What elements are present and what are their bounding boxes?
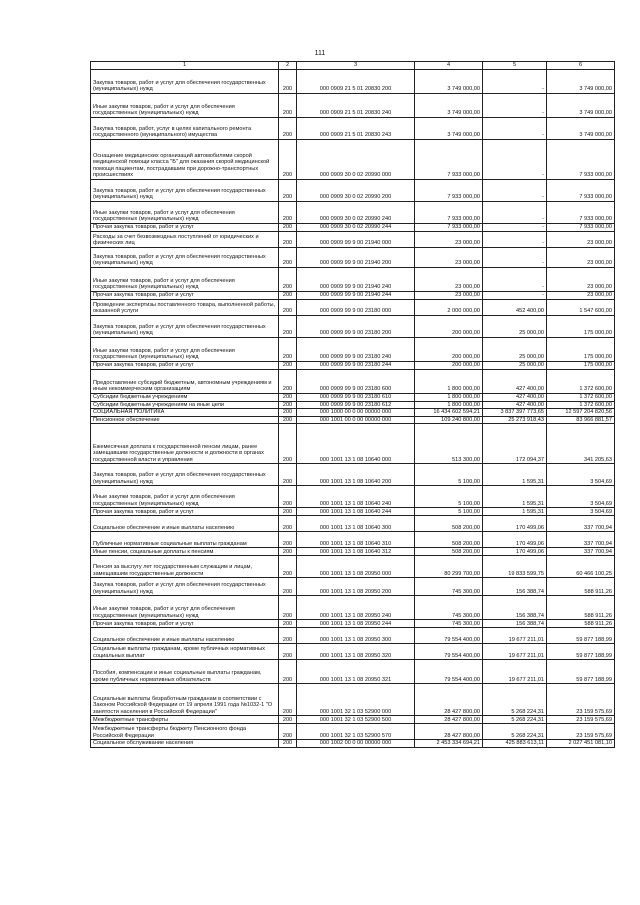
- line-code-cell: 200: [279, 416, 297, 424]
- expense-name-cell: Предоставление субсидий бюджетным, автономным учреждениям и иным некоммерческим организациям: [91, 370, 279, 394]
- executed-amount-cell: 5 268 224,31: [483, 684, 547, 716]
- budget-classification-code-cell: 000 1001 13 1 08 20950 320: [297, 644, 415, 660]
- expense-name-cell: СОЦИАЛЬНАЯ ПОЛИТИКА: [91, 409, 279, 417]
- budget-classification-code-cell: 000 0909 99 9 00 23180 240: [297, 338, 415, 362]
- line-code-cell: 200: [279, 70, 297, 94]
- expense-name-cell: Расходы за счет безвозмездных поступлений от юридических и физических лиц: [91, 232, 279, 248]
- expense-name-cell: Прочая закупка товаров, работ и услуг: [91, 224, 279, 232]
- budget-classification-code-cell: 000 0909 99 9 00 21940 000: [297, 232, 415, 248]
- expense-name-cell: Субсидии бюджетным учреждениям на иные цели: [91, 401, 279, 409]
- line-code-cell: 200: [279, 516, 297, 532]
- remaining-amount-cell: 7 933 000,00: [547, 140, 615, 180]
- table-row: [91, 232, 615, 248]
- expense-name-cell: Прочая закупка товаров, работ и услуг: [91, 292, 279, 300]
- table-row: [91, 716, 615, 724]
- remaining-amount-cell: 337 700,94: [547, 532, 615, 548]
- executed-amount-cell: 25 000,00: [483, 362, 547, 370]
- budget-classification-code-cell: 000 0909 21 5 01 20830 200: [297, 70, 415, 94]
- budget-classification-code-cell: 000 0909 99 9 00 23180 610: [297, 394, 415, 402]
- line-code-cell: 200: [279, 292, 297, 300]
- line-code-cell: 200: [279, 684, 297, 716]
- table-row: [91, 362, 615, 370]
- expense-name-cell: Закупка товаров, работ и услуг для обеспечения государственных (муниципальных) нужд: [91, 316, 279, 338]
- expense-name-cell: Закупка товаров, работ и услуг для обеспечения государственных (муниципальных) нужд: [91, 180, 279, 202]
- budget-classification-code-cell: 000 0909 99 9 00 21940 200: [297, 248, 415, 268]
- table-row: [91, 94, 615, 118]
- executed-amount-cell: -: [483, 248, 547, 268]
- page-number: 111: [314, 50, 326, 57]
- remaining-amount-cell: 337 700,94: [547, 548, 615, 556]
- budget-classification-code-cell: 000 0909 30 0 02 20990 244: [297, 224, 415, 232]
- remaining-amount-cell: 2 027 451 081,10: [547, 740, 615, 748]
- line-code-cell: 200: [279, 202, 297, 224]
- remaining-amount-cell: 23 000,00: [547, 248, 615, 268]
- expense-name-cell: Иные закупки товаров, работ и услуг для обеспечения государственных (муниципальных) нужд: [91, 596, 279, 620]
- expense-name-cell: Социальное обеспечение и иные выплаты населению: [91, 628, 279, 644]
- remaining-amount-cell: 1 372 600,00: [547, 394, 615, 402]
- budget-classification-code-cell: 000 0909 99 9 00 23180 244: [297, 362, 415, 370]
- table-row: [91, 70, 615, 94]
- line-code-cell: 200: [279, 578, 297, 596]
- remaining-amount-cell: 23 159 575,69: [547, 716, 615, 724]
- approved-amount-cell: 79 554 400,00: [415, 644, 483, 660]
- line-code-cell: 200: [279, 596, 297, 620]
- approved-amount-cell: 79 554 400,00: [415, 628, 483, 644]
- table-body: [91, 70, 615, 748]
- line-code-cell: 200: [279, 660, 297, 684]
- budget-classification-code-cell: 000 1001 13 1 08 10640 312: [297, 548, 415, 556]
- approved-amount-cell: 5 100,00: [415, 486, 483, 508]
- approved-amount-cell: 2 453 334 694,21: [415, 740, 483, 748]
- executed-amount-cell: 452 400,00: [483, 300, 547, 316]
- table-row: [91, 268, 615, 292]
- budget-classification-code-cell: 000 0909 21 5 01 20830 240: [297, 94, 415, 118]
- table-row: [91, 628, 615, 644]
- executed-amount-cell: 170 499,06: [483, 548, 547, 556]
- line-code-cell: 200: [279, 362, 297, 370]
- line-code-cell: 200: [279, 140, 297, 180]
- executed-amount-cell: 156 388,74: [483, 620, 547, 628]
- approved-amount-cell: 7 933 000,00: [415, 224, 483, 232]
- budget-classification-code-cell: 000 1001 13 1 08 20950 200: [297, 578, 415, 596]
- budget-execution-table: [90, 61, 615, 748]
- table-row: [91, 300, 615, 316]
- line-code-cell: 200: [279, 232, 297, 248]
- remaining-amount-cell: 588 911,26: [547, 578, 615, 596]
- remaining-amount-cell: 341 205,63: [547, 424, 615, 464]
- line-code-cell: 200: [279, 424, 297, 464]
- budget-classification-code-cell: 000 1001 32 1 03 52900 570: [297, 724, 415, 740]
- remaining-amount-cell: 7 933 000,00: [547, 180, 615, 202]
- line-code-cell: 200: [279, 716, 297, 724]
- expense-name-cell: Закупка товаров, работ и услуг для обеспечения государственных (муниципальных) нужд: [91, 70, 279, 94]
- expense-name-cell: Социальное обслуживание населения: [91, 740, 279, 748]
- executed-amount-cell: 25 000,00: [483, 316, 547, 338]
- line-code-cell: 200: [279, 724, 297, 740]
- expense-name-cell: Пособия, компенсации и иные социальные выплаты гражданам, кроме публичных нормативных обязательств: [91, 660, 279, 684]
- approved-amount-cell: 1 800 000,00: [415, 394, 483, 402]
- expense-name-cell: Прочая закупка товаров, работ и услуг: [91, 508, 279, 516]
- table-row: [91, 394, 615, 402]
- approved-amount-cell: 745 300,00: [415, 620, 483, 628]
- remaining-amount-cell: 3 749 000,00: [547, 70, 615, 94]
- executed-amount-cell: 25 273 918,43: [483, 416, 547, 424]
- approved-amount-cell: 745 300,00: [415, 596, 483, 620]
- executed-amount-cell: 170 499,06: [483, 532, 547, 548]
- executed-amount-cell: 156 388,74: [483, 578, 547, 596]
- remaining-amount-cell: 3 504,69: [547, 464, 615, 486]
- approved-amount-cell: 7 933 000,00: [415, 180, 483, 202]
- remaining-amount-cell: 588 911,26: [547, 620, 615, 628]
- approved-amount-cell: 7 933 000,00: [415, 202, 483, 224]
- approved-amount-cell: 23 000,00: [415, 232, 483, 248]
- expense-name-cell: Пенсия за выслугу лет государственным служащим и лицам, замещавшим государственные должности: [91, 556, 279, 578]
- expense-name-cell: Оснащение медицинских организаций автомобилями скорой медицинской помощи класса "Б" для оказания скорой медицинской помощи пациентам, пострадавшим при дорожно-транспортных происшествиях: [91, 140, 279, 180]
- budget-classification-code-cell: 000 1001 32 1 03 52900 500: [297, 716, 415, 724]
- remaining-amount-cell: 175 000,00: [547, 338, 615, 362]
- approved-amount-cell: 1 800 000,00: [415, 401, 483, 409]
- approved-amount-cell: 745 300,00: [415, 578, 483, 596]
- remaining-amount-cell: 1 547 600,00: [547, 300, 615, 316]
- table-row: [91, 724, 615, 740]
- budget-classification-code-cell: 000 0909 30 0 02 20990 200: [297, 180, 415, 202]
- approved-amount-cell: 16 434 602 594,21: [415, 409, 483, 417]
- budget-classification-code-cell: 000 1001 13 1 08 20950 321: [297, 660, 415, 684]
- expense-name-cell: Иные пенсии, социальные доплаты к пенсиям: [91, 548, 279, 556]
- budget-classification-code-cell: 000 0909 99 9 00 21940 244: [297, 292, 415, 300]
- table-row: [91, 556, 615, 578]
- table-row: [91, 578, 615, 596]
- remaining-amount-cell: 23 159 575,69: [547, 724, 615, 740]
- remaining-amount-cell: 83 966 881,57: [547, 416, 615, 424]
- executed-amount-cell: 172 094,37: [483, 424, 547, 464]
- budget-classification-code-cell: 000 1001 13 1 08 10640 310: [297, 532, 415, 548]
- line-code-cell: 200: [279, 316, 297, 338]
- executed-amount-cell: -: [483, 140, 547, 180]
- expense-name-cell: Проведение экспертизы поставленного товара, выполненной работы, оказанной услуги: [91, 300, 279, 316]
- budget-classification-code-cell: 000 1001 13 1 08 20950 300: [297, 628, 415, 644]
- table-row: [91, 416, 615, 424]
- expense-name-cell: Иные закупки товаров, работ и услуг для обеспечения государственных (муниципальных) нужд: [91, 202, 279, 224]
- table-row: [91, 464, 615, 486]
- executed-amount-cell: -: [483, 118, 547, 140]
- expense-name-cell: Социальные выплаты гражданам, кроме публичных нормативных социальных выплат: [91, 644, 279, 660]
- approved-amount-cell: 23 000,00: [415, 292, 483, 300]
- remaining-amount-cell: 7 933 000,00: [547, 224, 615, 232]
- line-code-cell: 200: [279, 548, 297, 556]
- expense-name-cell: Закупка товаров, работ и услуг для обеспечения государственных (муниципальных) нужд: [91, 578, 279, 596]
- expense-name-cell: Межбюджетные трансферты: [91, 716, 279, 724]
- remaining-amount-cell: 12 597 204 820,56: [547, 409, 615, 417]
- budget-classification-code-cell: 000 1001 32 1 03 52900 000: [297, 684, 415, 716]
- approved-amount-cell: 3 749 000,00: [415, 118, 483, 140]
- table-row: [91, 409, 615, 417]
- column-number: 6: [547, 62, 615, 70]
- executed-amount-cell: 19 833 599,75: [483, 556, 547, 578]
- remaining-amount-cell: 59 877 188,99: [547, 660, 615, 684]
- table-row: [91, 316, 615, 338]
- table-row: [91, 248, 615, 268]
- remaining-amount-cell: 3 504,69: [547, 486, 615, 508]
- remaining-amount-cell: 1 372 600,00: [547, 401, 615, 409]
- expense-name-cell: Иные закупки товаров, работ и услуг для обеспечения государственных (муниципальных) нужд: [91, 268, 279, 292]
- line-code-cell: 200: [279, 268, 297, 292]
- table-row: [91, 684, 615, 716]
- executed-amount-cell: 25 000,00: [483, 338, 547, 362]
- line-code-cell: 200: [279, 180, 297, 202]
- table-row: [91, 140, 615, 180]
- table-row: [91, 516, 615, 532]
- table-row: [91, 338, 615, 362]
- approved-amount-cell: 79 554 400,00: [415, 660, 483, 684]
- line-code-cell: 200: [279, 248, 297, 268]
- table-row: [91, 401, 615, 409]
- column-number: 5: [483, 62, 547, 70]
- line-code-cell: 200: [279, 394, 297, 402]
- executed-amount-cell: -: [483, 70, 547, 94]
- approved-amount-cell: 508 200,00: [415, 516, 483, 532]
- budget-classification-code-cell: 000 1001 13 1 08 10640 300: [297, 516, 415, 532]
- line-code-cell: 200: [279, 94, 297, 118]
- expense-name-cell: Иные закупки товаров, работ и услуг для обеспечения государственных (муниципальных) нужд: [91, 338, 279, 362]
- line-code-cell: 200: [279, 300, 297, 316]
- executed-amount-cell: -: [483, 202, 547, 224]
- expense-name-cell: Публичные нормативные социальные выплаты гражданам: [91, 532, 279, 548]
- approved-amount-cell: 2 000 000,00: [415, 300, 483, 316]
- executed-amount-cell: -: [483, 268, 547, 292]
- remaining-amount-cell: 1 372 600,00: [547, 370, 615, 394]
- table-row: [91, 180, 615, 202]
- executed-amount-cell: -: [483, 224, 547, 232]
- column-number: 3: [297, 62, 415, 70]
- line-code-cell: 200: [279, 532, 297, 548]
- executed-amount-cell: 1 595,31: [483, 486, 547, 508]
- budget-classification-code-cell: 000 0909 99 9 00 21940 240: [297, 268, 415, 292]
- expense-name-cell: Иные закупки товаров, работ и услуг для обеспечения государственных (муниципальных) нужд: [91, 486, 279, 508]
- expense-name-cell: Межбюджетные трансферты бюджету Пенсионного фонда Российской Федерации: [91, 724, 279, 740]
- expense-name-cell: Социальные выплаты безработным гражданам в соответствии с Законом Российской Федерации от 19 апреля 1991 года №1032-1 "О занятости населения в Российской Федерации": [91, 684, 279, 716]
- remaining-amount-cell: 23 159 575,69: [547, 684, 615, 716]
- line-code-cell: 200: [279, 628, 297, 644]
- budget-classification-code-cell: 000 1001 13 1 08 10640 200: [297, 464, 415, 486]
- executed-amount-cell: 427 400,00: [483, 394, 547, 402]
- approved-amount-cell: 200 000,00: [415, 338, 483, 362]
- remaining-amount-cell: 3 749 000,00: [547, 94, 615, 118]
- remaining-amount-cell: 175 000,00: [547, 316, 615, 338]
- expense-name-cell: Закупка товаров, работ, услуг в целях капитального ремонта государственного (муниципального) имущества: [91, 118, 279, 140]
- remaining-amount-cell: 588 911,26: [547, 596, 615, 620]
- remaining-amount-cell: 23 000,00: [547, 292, 615, 300]
- table-row: [91, 202, 615, 224]
- line-code-cell: 200: [279, 409, 297, 417]
- budget-classification-code-cell: 000 1000 00 0 00 00000 000: [297, 409, 415, 417]
- approved-amount-cell: 3 749 000,00: [415, 94, 483, 118]
- table-row: [91, 644, 615, 660]
- column-number: 4: [415, 62, 483, 70]
- approved-amount-cell: 23 000,00: [415, 268, 483, 292]
- line-code-cell: 200: [279, 224, 297, 232]
- budget-classification-code-cell: 000 0909 30 0 02 20990 000: [297, 140, 415, 180]
- executed-amount-cell: 5 268 224,31: [483, 716, 547, 724]
- budget-classification-code-cell: 000 1001 13 1 08 10640 240: [297, 486, 415, 508]
- executed-amount-cell: 19 677 211,01: [483, 644, 547, 660]
- budget-classification-code-cell: 000 0909 99 9 00 23180 612: [297, 401, 415, 409]
- budget-classification-code-cell: 000 1002 00 0 00 00000 000: [297, 740, 415, 748]
- remaining-amount-cell: 60 466 100,25: [547, 556, 615, 578]
- expense-name-cell: Прочая закупка товаров, работ и услуг: [91, 362, 279, 370]
- budget-classification-code-cell: 000 1001 00 0 00 00000 000: [297, 416, 415, 424]
- expense-name-cell: Закупка товаров, работ и услуг для обеспечения государственных (муниципальных) нужд: [91, 248, 279, 268]
- expense-name-cell: Ежемесячная доплата к государственной пенсии лицам, ранее замещавшим государственные должности и должности в органах государственной власти и управления: [91, 424, 279, 464]
- approved-amount-cell: 109 240 800,00: [415, 416, 483, 424]
- expense-name-cell: Социальное обеспечение и иные выплаты населению: [91, 516, 279, 532]
- line-code-cell: 200: [279, 486, 297, 508]
- table-row: [91, 486, 615, 508]
- expense-name-cell: Прочая закупка товаров, работ и услуг: [91, 620, 279, 628]
- line-code-cell: 200: [279, 620, 297, 628]
- approved-amount-cell: 508 200,00: [415, 548, 483, 556]
- remaining-amount-cell: 175 000,00: [547, 362, 615, 370]
- table-row: [91, 424, 615, 464]
- approved-amount-cell: 508 200,00: [415, 532, 483, 548]
- line-code-cell: 200: [279, 556, 297, 578]
- approved-amount-cell: 5 100,00: [415, 464, 483, 486]
- remaining-amount-cell: 3 504,69: [547, 508, 615, 516]
- remaining-amount-cell: 337 700,94: [547, 516, 615, 532]
- line-code-cell: 200: [279, 508, 297, 516]
- remaining-amount-cell: 23 000,00: [547, 268, 615, 292]
- table-row: [91, 620, 615, 628]
- line-code-cell: 200: [279, 464, 297, 486]
- executed-amount-cell: 3 837 397 773,65: [483, 409, 547, 417]
- approved-amount-cell: 200 000,00: [415, 316, 483, 338]
- budget-classification-code-cell: 000 0909 99 9 00 23180 600: [297, 370, 415, 394]
- executed-amount-cell: -: [483, 94, 547, 118]
- column-number-row: [91, 62, 615, 70]
- table-row: [91, 370, 615, 394]
- budget-classification-code-cell: 000 0909 21 5 01 20830 243: [297, 118, 415, 140]
- table-row: [91, 292, 615, 300]
- expense-name-cell: Пенсионное обеспечение: [91, 416, 279, 424]
- remaining-amount-cell: 59 877 188,99: [547, 644, 615, 660]
- remaining-amount-cell: 59 877 188,99: [547, 628, 615, 644]
- column-number: 2: [279, 62, 297, 70]
- table-row: [91, 548, 615, 556]
- executed-amount-cell: 19 677 211,01: [483, 660, 547, 684]
- approved-amount-cell: 513 300,00: [415, 424, 483, 464]
- table-row: [91, 118, 615, 140]
- table-row: [91, 224, 615, 232]
- expense-name-cell: Субсидии бюджетным учреждениям: [91, 394, 279, 402]
- line-code-cell: 200: [279, 338, 297, 362]
- remaining-amount-cell: 3 749 000,00: [547, 118, 615, 140]
- budget-classification-code-cell: 000 0909 30 0 02 20990 240: [297, 202, 415, 224]
- budget-classification-code-cell: 000 1001 13 1 08 10640 244: [297, 508, 415, 516]
- executed-amount-cell: -: [483, 180, 547, 202]
- approved-amount-cell: 1 800 000,00: [415, 370, 483, 394]
- line-code-cell: 200: [279, 644, 297, 660]
- executed-amount-cell: 170 499,06: [483, 516, 547, 532]
- table-row: [91, 596, 615, 620]
- table-row: [91, 532, 615, 548]
- approved-amount-cell: 23 000,00: [415, 248, 483, 268]
- remaining-amount-cell: 7 933 000,00: [547, 202, 615, 224]
- expense-name-cell: Иные закупки товаров, работ и услуг для обеспечения государственных (муниципальных) нужд: [91, 94, 279, 118]
- executed-amount-cell: 5 268 224,31: [483, 724, 547, 740]
- executed-amount-cell: 19 677 211,01: [483, 628, 547, 644]
- expense-name-cell: Закупка товаров, работ и услуг для обеспечения государственных (муниципальных) нужд: [91, 464, 279, 486]
- approved-amount-cell: 28 427 800,00: [415, 716, 483, 724]
- executed-amount-cell: 427 400,00: [483, 370, 547, 394]
- approved-amount-cell: 5 100,00: [415, 508, 483, 516]
- executed-amount-cell: 1 595,31: [483, 464, 547, 486]
- executed-amount-cell: 427 400,00: [483, 401, 547, 409]
- budget-classification-code-cell: 000 1001 13 1 08 20950 244: [297, 620, 415, 628]
- line-code-cell: 200: [279, 740, 297, 748]
- line-code-cell: 200: [279, 370, 297, 394]
- approved-amount-cell: 200 000,00: [415, 362, 483, 370]
- executed-amount-cell: -: [483, 292, 547, 300]
- table-row: [91, 740, 615, 748]
- table-row: [91, 508, 615, 516]
- approved-amount-cell: 7 933 000,00: [415, 140, 483, 180]
- budget-classification-code-cell: 000 1001 13 1 08 20950 000: [297, 556, 415, 578]
- budget-classification-code-cell: 000 1001 13 1 08 10640 000: [297, 424, 415, 464]
- column-number: 1: [91, 62, 279, 70]
- line-code-cell: 200: [279, 118, 297, 140]
- approved-amount-cell: 28 427 800,00: [415, 724, 483, 740]
- table-row: [91, 660, 615, 684]
- remaining-amount-cell: 23 000,00: [547, 232, 615, 248]
- executed-amount-cell: -: [483, 232, 547, 248]
- budget-classification-code-cell: 000 0909 99 9 00 23180 000: [297, 300, 415, 316]
- approved-amount-cell: 28 427 800,00: [415, 684, 483, 716]
- line-code-cell: 200: [279, 401, 297, 409]
- budget-classification-code-cell: 000 0909 99 9 00 23180 200: [297, 316, 415, 338]
- approved-amount-cell: 80 299 700,00: [415, 556, 483, 578]
- approved-amount-cell: 3 749 000,00: [415, 70, 483, 94]
- budget-classification-code-cell: 000 1001 13 1 08 20950 240: [297, 596, 415, 620]
- executed-amount-cell: 156 388,74: [483, 596, 547, 620]
- executed-amount-cell: 425 883 613,11: [483, 740, 547, 748]
- executed-amount-cell: 1 595,31: [483, 508, 547, 516]
